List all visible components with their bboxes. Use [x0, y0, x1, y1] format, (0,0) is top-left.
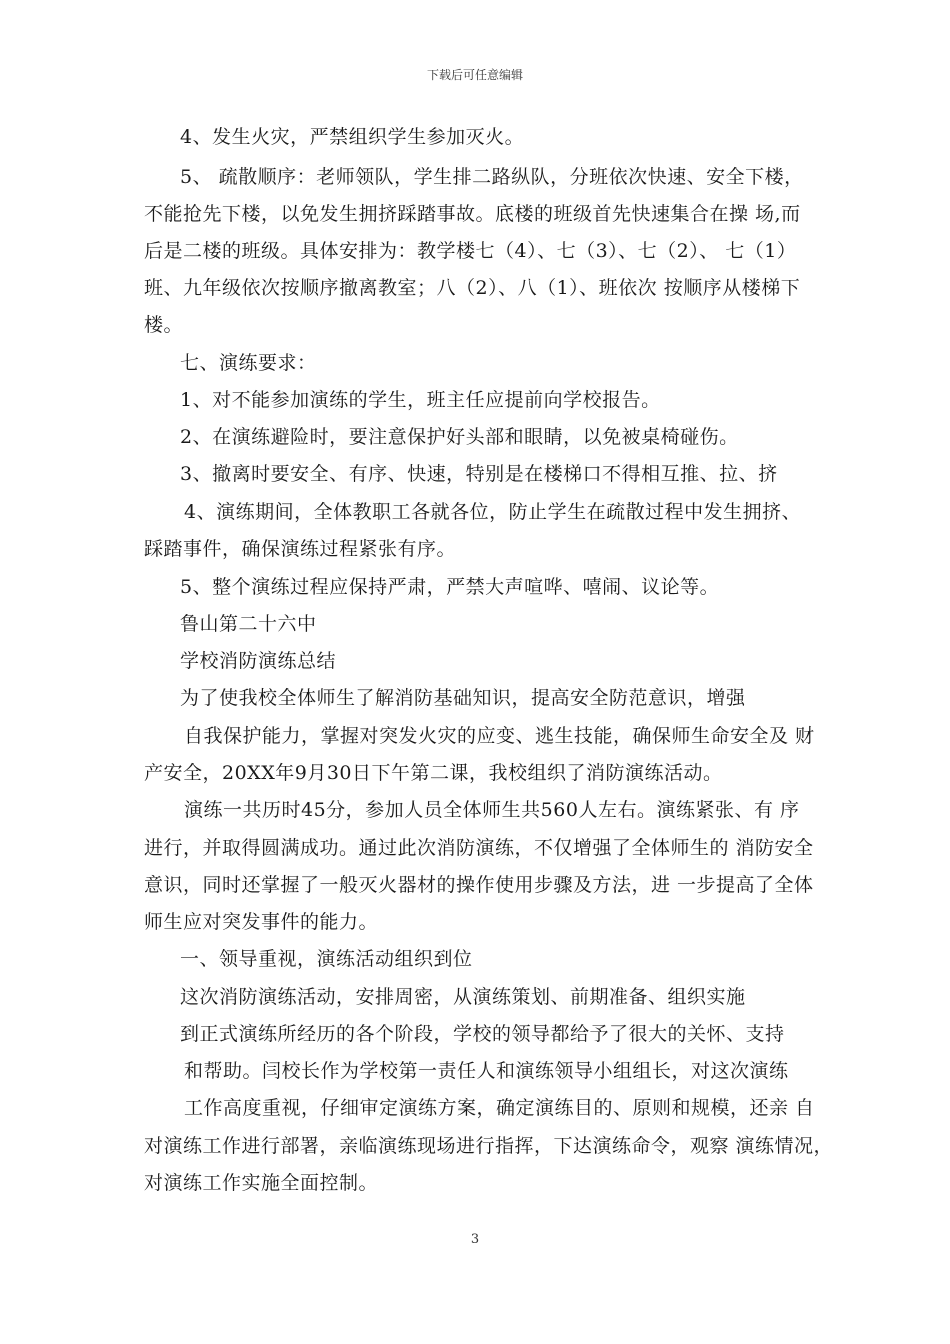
text-line: 5、 疏散顺序：老师领队，学生排二路纵队，分班依次快速、安全下楼， — [180, 166, 804, 188]
page-header: 下载后可任意编辑 — [426, 68, 523, 82]
text-line: 2、在演练避险时，要注意保护好头部和眼睛，以免被桌椅碰伤。 — [180, 426, 739, 448]
text-line: 进行，并取得圆满成功。通过此次消防演练，不仅增强了全体师生的 消防安全 — [144, 837, 814, 859]
text-line: 工作高度重视，仔细审定演练方案，确定演练目的、原则和规模，还亲 自 — [184, 1097, 815, 1119]
text-line: 七、演练要求： — [180, 352, 317, 374]
text-line: 1、对不能参加演练的学生，班主任应提前向学校报告。 — [180, 389, 661, 411]
text-line: 不能抢先下楼，以免发生拥挤踩踏事故。底楼的班级首先快速集合在操 场,而 — [144, 203, 801, 225]
page-number: 3 — [470, 1232, 480, 1247]
text-line: 楼。 — [144, 314, 184, 336]
text-line: 学校消防演练总结 — [180, 650, 337, 672]
text-line: 一、领导重视，演练活动组织到位 — [180, 948, 473, 970]
text-line: 4、演练期间，全体教职工各就各位，防止学生在疏散过程中发生拥挤、 — [184, 501, 802, 523]
text-line: 后是二楼的班级。具体安排为：教学楼七（4）、七（3）、七（2）、 七（1） — [144, 240, 797, 262]
text-line: 演练一共历时45分，参加人员全体师生共560人左右。演练紧张、有 序 — [184, 799, 800, 821]
text-line: 鲁山第二十六中 — [180, 613, 317, 635]
text-line: 和帮助。闫校长作为学校第一责任人和演练领导小组组长，对这次演练 — [184, 1060, 789, 1082]
text-line: 班、九年级依次按顺序撤离教室；八（2）、八（1）、班依次 按顺序从楼梯下 — [144, 277, 801, 299]
text-line: 对演练工作进行部署，亲临演练现场进行指挥，下达演练命令，观察 演练情况， — [144, 1135, 834, 1157]
text-line: 师生应对突发事件的能力。 — [144, 911, 379, 933]
text-line: 对演练工作实施全面控制。 — [144, 1172, 379, 1194]
text-line: 5、整个演练过程应保持严肃，严禁大声喧哗、嘻闹、议论等。 — [180, 576, 720, 598]
text-line: 为了使我校全体师生了解消防基础知识，提高安全防范意识，增强 — [180, 687, 746, 709]
text-line: 3、撤离时要安全、有序、快速，特别是在楼梯口不得相互推、拉、挤 — [180, 463, 778, 485]
text-line: 到正式演练所经历的各个阶段，学校的领导都给予了很大的关怀、支持 — [180, 1023, 785, 1045]
text-line: 踩踏事件，确保演练过程紧张有序。 — [144, 538, 457, 560]
text-line: 意识，同时还掌握了一般灭火器材的操作使用步骤及方法，进 一步提高了全体 — [144, 874, 814, 896]
text-line: 这次消防演练活动，安排周密，从演练策划、前期准备、组织实施 — [180, 986, 746, 1008]
text-line: 自我保护能力，掌握对突发火灾的应变、逃生技能，确保师生命安全及 财 — [184, 725, 815, 747]
text-line: 4、发生火灾，严禁组织学生参加灭火。 — [180, 126, 525, 148]
text-line: 产安全，20XX年9月30日下午第二课，我校组织了消防演练活动。 — [144, 762, 723, 784]
